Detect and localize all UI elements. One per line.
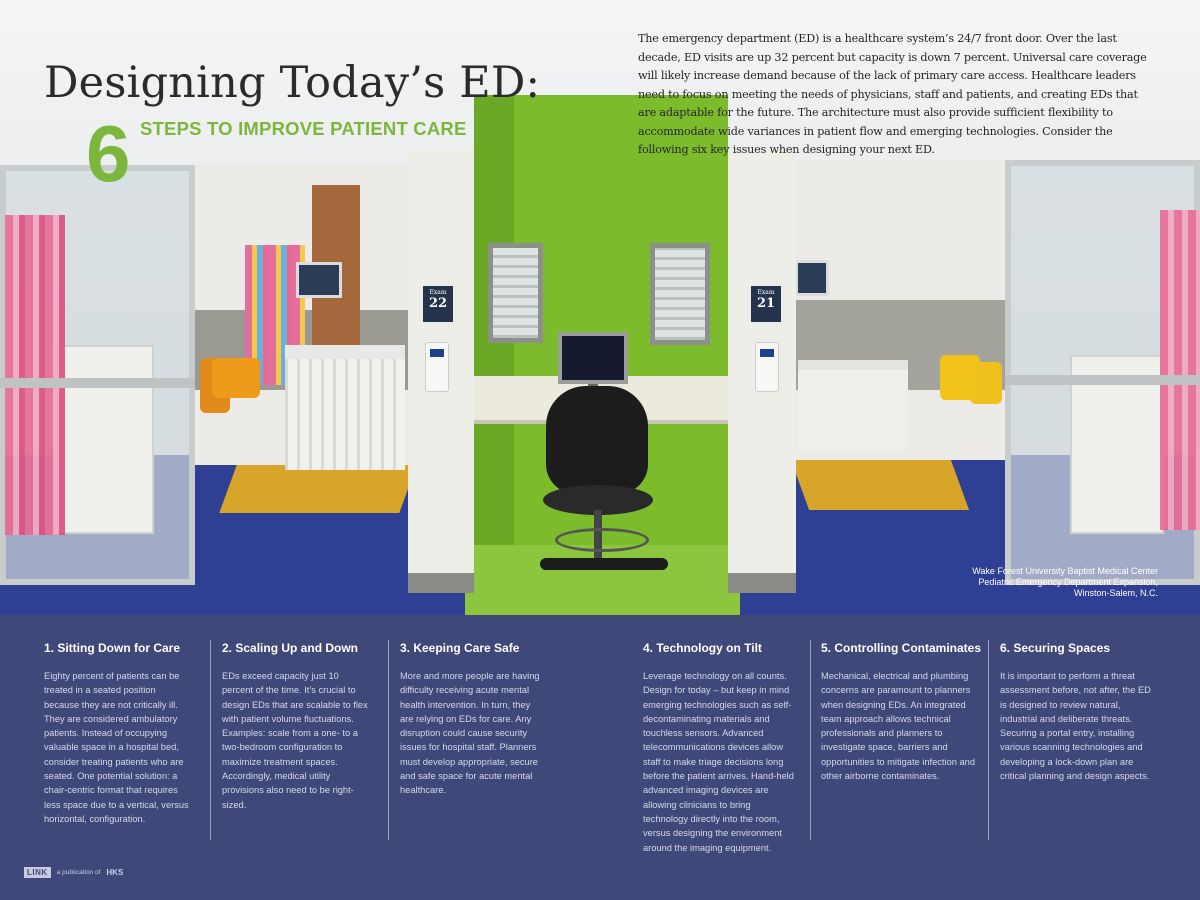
- caption-line: Winston-Salem, N.C.: [1073, 588, 1158, 598]
- stretcher: [798, 360, 908, 450]
- yellow-floor-inlay-left: [219, 465, 416, 513]
- interior-window-right: [650, 243, 710, 345]
- step-heading: 3. Keeping Care Safe: [400, 641, 520, 655]
- hand-sanitizer-dispenser: [755, 342, 779, 392]
- step-heading: 1. Sitting Down for Care: [44, 641, 181, 655]
- step-body: EDs exceed capacity just 10 percent of the time. It’s crucial to design EDs that are scalable to flex with patient volume fluctuations. Examples: scale from a one- to a two-bedroom configuration to maximize treatment spaces. Accordingly, medical utility provisions also need to be right-sized.: [222, 671, 368, 810]
- caption-line: Wake Forest University Baptist Medical Center: [972, 566, 1158, 576]
- column-divider: [988, 640, 989, 840]
- exam-sign-number: 21: [756, 296, 776, 311]
- patient-monitor-right: [795, 260, 829, 296]
- page-subtitle: STEPS TO IMPROVE PATIENT CARE: [140, 118, 467, 139]
- step-body: Leverage technology on all counts. Design for today – but keep in mind emerging technologies such as self-decontaminating materials and touchless sensors. Advanced telecommunications devices allow staff to make triage decisions long before the patient arrives. Hand-held advanced imaging devices are allowing clinicians to bring technology directly into the room, versus designing the environment around the imaging equipment.: [643, 671, 794, 853]
- door-handle-bar: [1005, 375, 1200, 385]
- pillar-base: [408, 573, 474, 593]
- door-handle-bar: [0, 378, 195, 388]
- step-column-2: [222, 641, 372, 812]
- step-column-3: [400, 641, 540, 798]
- privacy-curtain-right: [1160, 210, 1200, 530]
- footer-text: a publication of: [56, 869, 101, 876]
- step-heading: 2. Scaling Up and Down: [222, 641, 359, 655]
- office-chair-footring: [555, 528, 649, 552]
- office-chair-base: [540, 558, 668, 570]
- yellow-floor-inlay-right: [791, 460, 969, 510]
- yellow-chair: [970, 362, 1002, 404]
- big-number: 6: [86, 109, 131, 198]
- step-heading: 5. Controlling Contaminates: [821, 641, 982, 655]
- hks-logo: HKS: [106, 868, 124, 877]
- office-chair-back: [546, 386, 648, 494]
- page-title: Designing Today’s ED:: [44, 58, 541, 108]
- step-column-5: [821, 641, 982, 783]
- step-body: More and more people are having difficulty receiving acute mental health intervention. In turn, they are relying on EDs for care. Any disruption could cause security issues for hospital staff. Planners must develop appropriate, secure and safe space for acute mental healthcare.: [400, 671, 540, 796]
- interior-window-left: [488, 243, 543, 343]
- step-column-6: [1000, 641, 1152, 783]
- supply-cabinet-left: [55, 345, 154, 534]
- link-logo: LINK: [24, 867, 51, 878]
- step-body: It is important to perform a threat assessment before, not after, the ED is designed to review natural, industrial and deliberate threats. Securing a portal entry, installing various scanning technologies and developing a lock-down plan are critical planning and design aspects.: [1000, 671, 1151, 782]
- patient-monitor-left: [296, 262, 342, 298]
- caption-line: Pediatric Emergency Department Expansion,: [978, 577, 1158, 587]
- column-divider: [810, 640, 811, 840]
- step-column-1: [44, 641, 192, 826]
- step-heading: 6. Securing Spaces: [1000, 641, 1111, 655]
- orange-chair: [212, 358, 260, 398]
- exam-sign-label: Exam: [757, 289, 775, 296]
- exam-sign-number: 22: [428, 296, 448, 311]
- step-body: Eighty percent of patients can be treated in a seated position because they are not critically ill. They are considered ambulatory patients. Instead of occupying valuable space in a hospital bed, consider treating patients who are seated. One potential solution: a chair-centric format that requires less space due to a vertical, versus horizontal, configuration.: [44, 671, 189, 824]
- exam-room-sign: [751, 286, 781, 322]
- exam-room-sign: [423, 286, 453, 322]
- privacy-curtain-left: [5, 215, 65, 535]
- exam-sign-label: Exam: [429, 289, 447, 296]
- desk-computer-monitor: [558, 332, 628, 384]
- dispenser-logo-icon: [430, 349, 444, 357]
- intro-paragraph: The emergency department (ED) is a healthcare system’s 24/7 front door. Over the last decade, ED visits are up 32 percent but capacity is down 7 percent. Universal care coverage will likely increase demand because of the lack of primary care access. Healthcare leaders need to focus on meeting the needs of physicians, staff and patients, and creating EDs that are adaptable for the future. The architecture must also provide sufficient flexibility to accommodate wide variances in patient flow and emerging technologies. Consider the following six key issues when designing your next ED.: [638, 32, 1147, 156]
- photo-caption: [972, 566, 1158, 599]
- pillar-base: [728, 573, 796, 593]
- step-heading: 4. Technology on Tilt: [643, 641, 762, 655]
- dispenser-logo-icon: [760, 349, 774, 357]
- pediatric-crib: [285, 345, 405, 470]
- step-column-4: [643, 641, 795, 855]
- step-body: Mechanical, electrical and plumbing concerns are paramount to planners when designing EDs. An integrated team approach allows technical professionals and planners to investigate space, barriers and opportunities to mitigate infection and other airborne contaminates.: [821, 671, 976, 782]
- publication-footer: [24, 867, 123, 878]
- column-divider: [210, 640, 211, 840]
- hand-sanitizer-dispenser: [425, 342, 449, 392]
- column-divider: [388, 640, 389, 840]
